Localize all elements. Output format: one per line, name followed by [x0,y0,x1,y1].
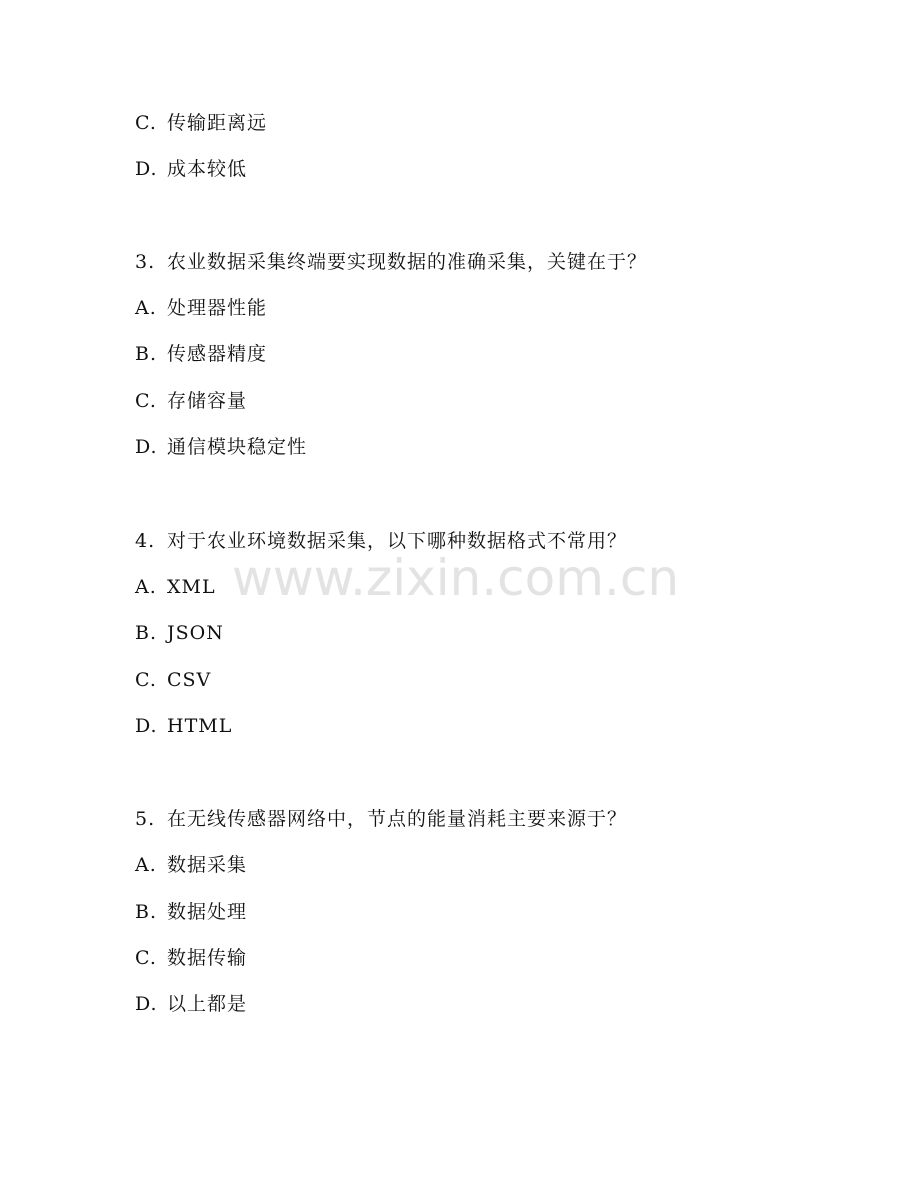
option-d [135,714,232,738]
option-text: JSON [167,622,224,644]
option-key: C. [135,669,157,691]
option-b [135,621,224,645]
option-key: D. [135,158,158,180]
question-number: 5. [135,808,156,830]
question-text: 对于农业环境数据采集，以下哪种数据格式不常用？ [167,530,628,552]
watermark-text: www.zixin.com.cn [232,549,680,607]
option-text: 数据处理 [167,901,248,923]
option-a [135,296,267,320]
question-text: 农业数据采集终端要实现数据的准确采集，关键在于？ [167,251,648,273]
option-text: HTML [167,715,233,737]
option-key: C. [135,112,157,134]
question-number: 3. [135,251,156,273]
option-key: A. [135,576,157,598]
option-a [135,575,216,599]
option-text: 存储容量 [167,390,248,412]
option-text: 成本较低 [167,158,248,180]
option-d [135,992,247,1016]
option-key: D. [135,715,158,737]
option-text: CSV [167,669,212,691]
option-b [135,900,247,924]
question-number: 4. [135,530,156,552]
question-3 [135,250,647,274]
option-d [135,157,247,181]
option-key: D. [135,993,158,1015]
option-text: 处理器性能 [167,297,268,319]
option-key: A. [135,297,157,319]
option-text: 传感器精度 [167,343,268,365]
option-text: XML [167,576,216,598]
option-c [135,946,247,970]
option-text: 以上都是 [167,993,248,1015]
option-key: D. [135,436,158,458]
question-5 [135,807,627,831]
option-key: B. [135,343,158,365]
option-text: 数据采集 [167,854,248,876]
question-text: 在无线传感器网络中，节点的能量消耗主要来源于？ [167,808,628,830]
option-c [135,389,247,413]
option-key: B. [135,622,158,644]
option-key: B. [135,901,158,923]
option-b [135,342,267,366]
option-d [135,435,307,459]
option-text: 通信模块稳定性 [167,436,308,458]
option-key: C. [135,390,157,412]
option-c [135,668,211,692]
option-a [135,853,247,877]
option-text: 数据传输 [167,947,248,969]
option-key: A. [135,854,157,876]
option-key: C. [135,947,157,969]
option-text: 传输距离远 [167,112,268,134]
option-c [135,111,267,135]
question-4 [135,529,627,553]
